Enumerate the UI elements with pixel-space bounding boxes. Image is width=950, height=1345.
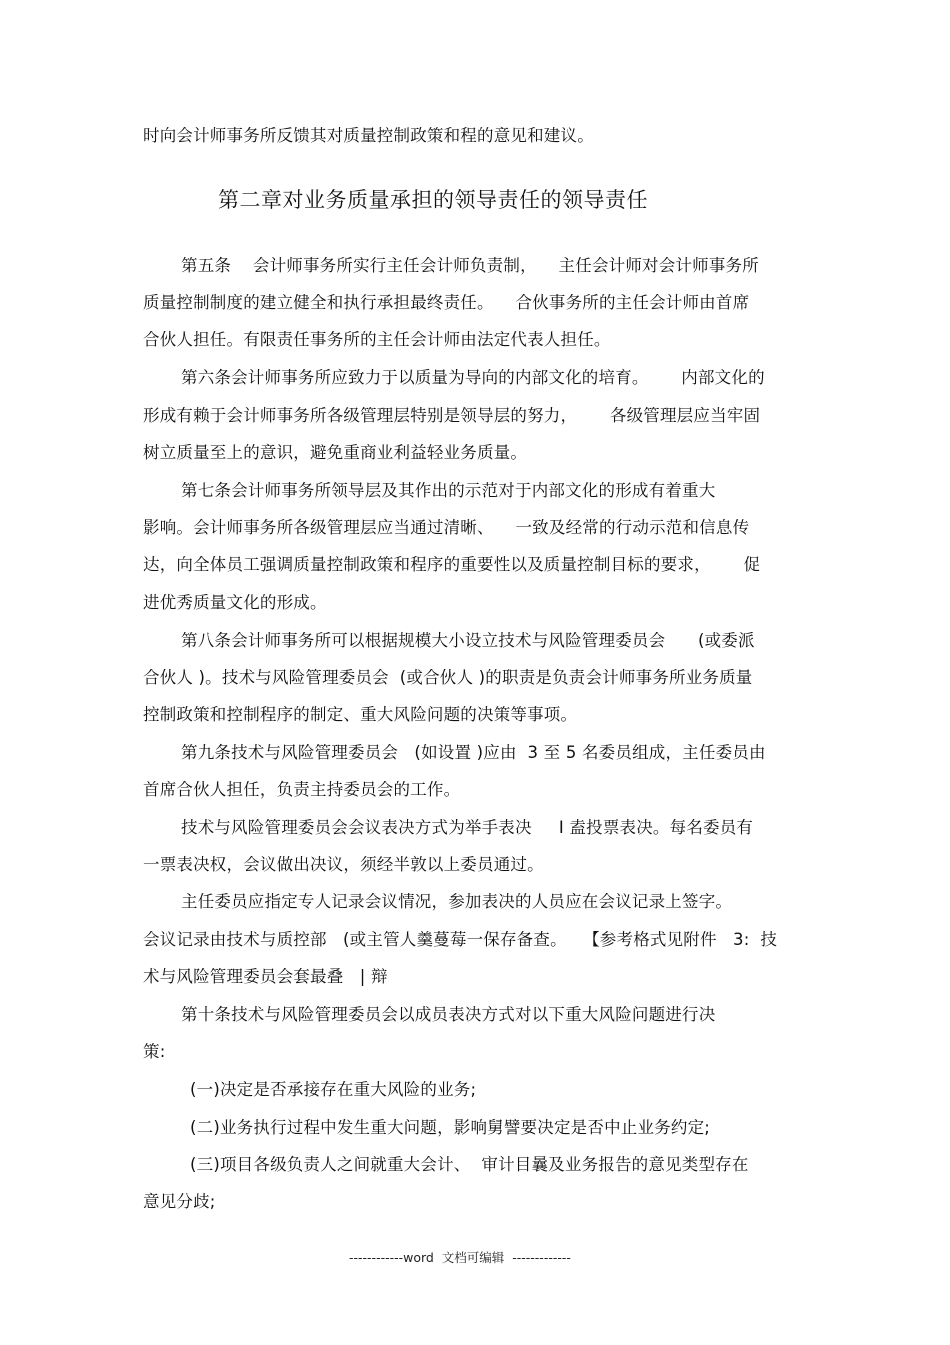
page-footer: ------------word 文档可编辑 -------------	[349, 1250, 571, 1265]
text-line: 策:	[143, 1042, 166, 1061]
chapter-title: 第二章对业务质量承担的领导责任的领导责任	[218, 188, 648, 212]
text-line: 达，向全体员工强调质量控制政策和程序的重要性以及质量控制目标的要求， 促	[143, 555, 761, 574]
text-line: 一票表决权，会议做出决议，须经半敦以上委员通过。	[143, 855, 544, 874]
text-line: 术与风险管理委员会套最叠 | 辩	[143, 967, 388, 986]
text-line: 第五条 会计师事务所实行主任会计师负责制， 主任会计师对会计师事务所	[181, 256, 759, 275]
text-line: 技术与风险管理委员会会议表决方式为举手表决 I 盍投票表决。每名委员有	[181, 818, 754, 837]
text-line: 第十条技术与风险管理委员会以成员表决方式对以下重大风险问题进行决	[181, 1005, 716, 1024]
list-item: (三)项目各级负责人之间就重大会计、 审计目曩及业务报告的意见类型存在	[190, 1155, 749, 1174]
text-line: 第六条会计师事务所应致力于以质量为导向的内部文化的培育。 内部文化的	[181, 368, 765, 387]
text-line: 树立质量至上的意识，避免重商业利益轻业务质量。	[143, 443, 528, 462]
text-line: 首席合伙人担任，负责主持委员会的工作。	[143, 780, 461, 799]
text-line: 形成有赖于会计师事务所各级管理层特别是领导层的努力， 各级管理层应当牢固	[143, 406, 761, 425]
text-line: 第九条技术与风险管理委员会 (如设置 )应由 3 至 5 名委员组成，主任委员由	[181, 743, 766, 762]
text-line: 意见分歧;	[143, 1192, 216, 1211]
text-line: 进优秀质量文化的形成。	[143, 593, 327, 612]
text-line: 质量控制制度的建立健全和执行承担最终责任。 合伙事务所的主任会计师由首席	[143, 293, 750, 312]
list-item: (一)决定是否承接存在重大风险的业务;	[190, 1080, 477, 1099]
text-line: 第七条会计师事务所领导层及其作出的示范对于内部文化的形成有着重大	[181, 481, 716, 500]
text-line: 主任委员应指定专人记录会议情况，参加表决的人员应在会议记录上签字。	[181, 892, 733, 911]
text-line: 合伙人担任。有限责任事务所的主任会计师由法定代表人担任。	[143, 330, 611, 349]
list-item: (二)业务执行过程中发生重大问题，影响舅譬要决定是否中止业务约定;	[190, 1118, 711, 1137]
text-line: 合伙人 )。技术与风险管理委员会 (或合伙人 )的职责是负责会计师事务所业务质量	[143, 668, 753, 687]
text-line: 会议记录由技术与质控部 (或主管人羹蔓莓一保存备查。 【参考格式见附件 3: 技	[143, 930, 778, 949]
text-line: 影响。会计师事务所各级管理层应当通过清晰、 一致及经常的行动示范和信息传	[143, 518, 750, 537]
text-line: 时向会计师事务所反馈其对质量控制政策和程的意见和建议。	[143, 126, 594, 145]
text-line: 控制政策和控制程序的制定、重大风险问题的决策等事项。	[143, 705, 578, 724]
text-line: 第八条会计师事务所可以根据规模大小设立技术与风险管理委员会 (或委派	[181, 631, 755, 650]
